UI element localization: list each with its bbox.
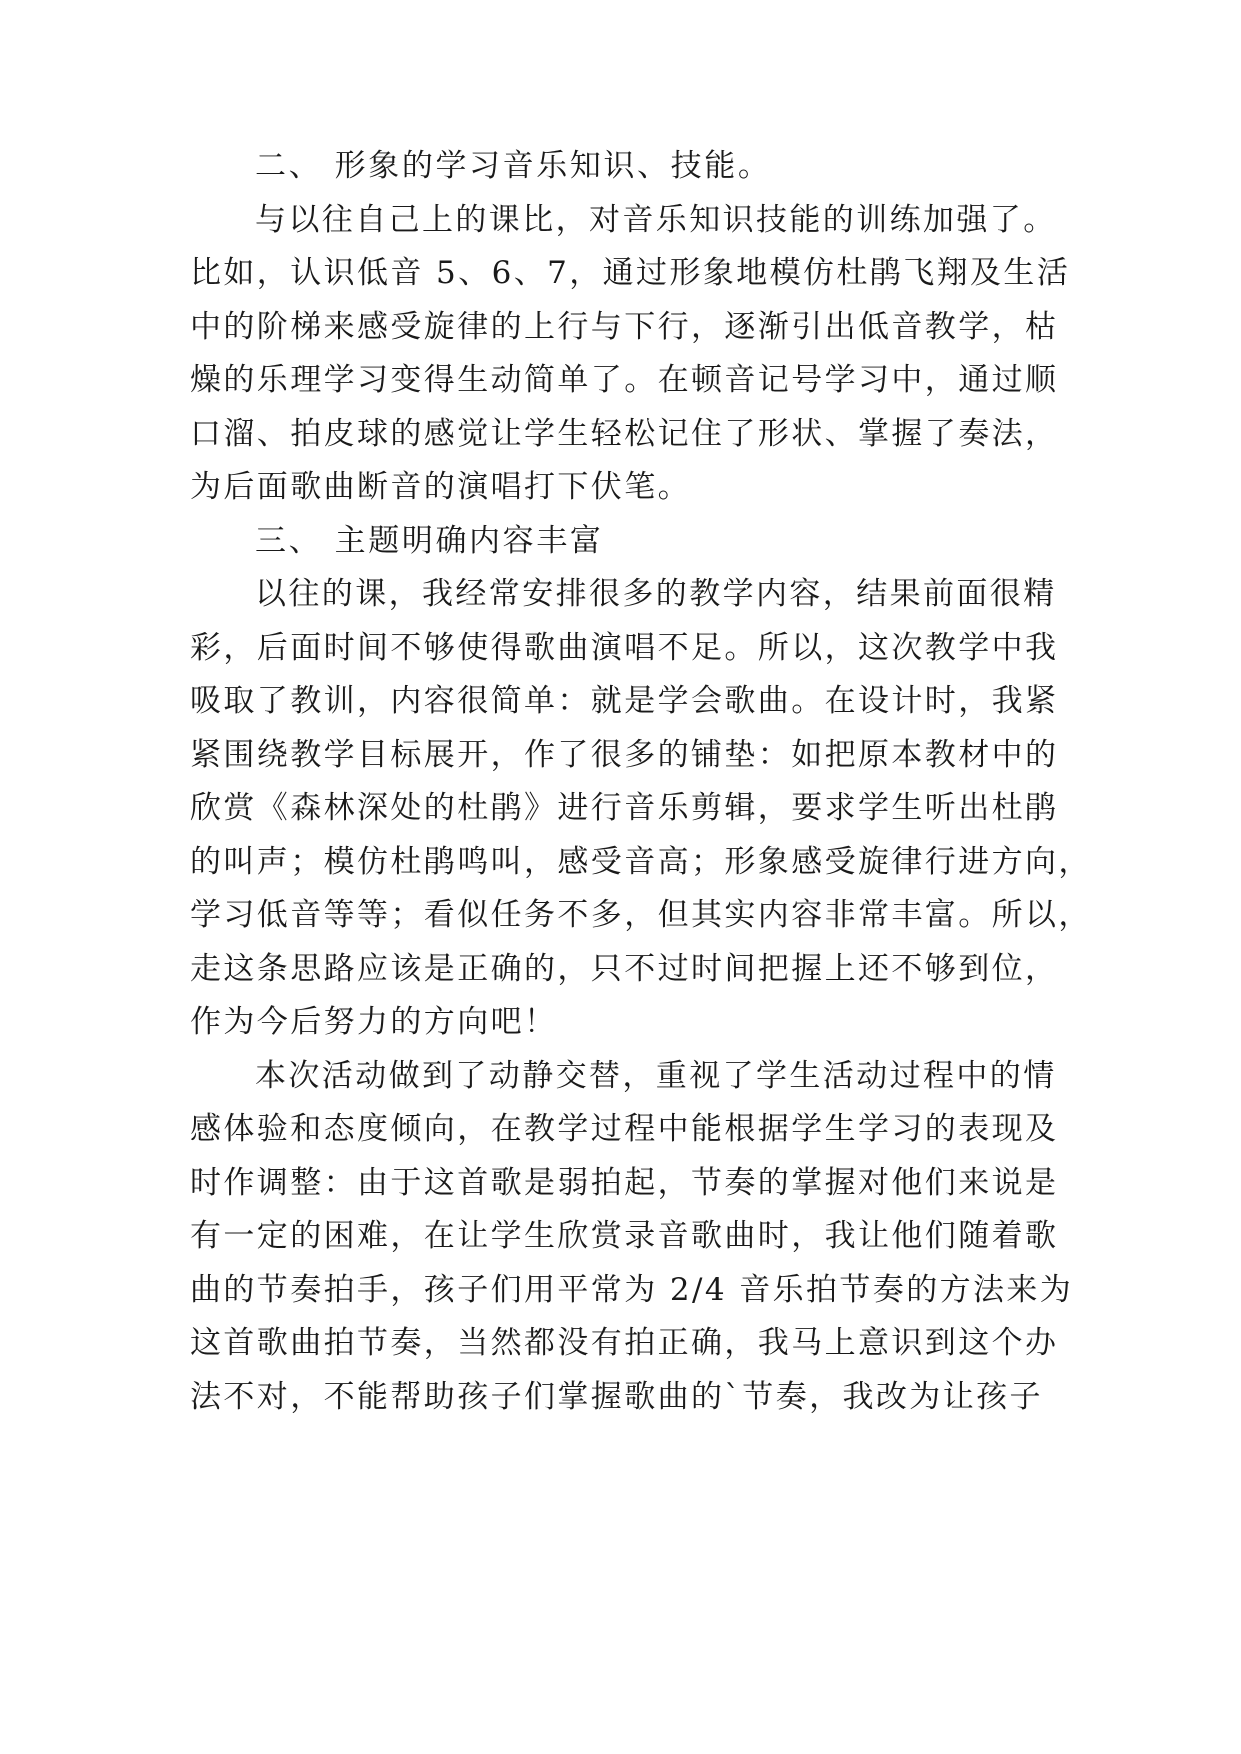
paragraph-line: 欣赏《森林深处的杜鹃》进行音乐剪辑，要求学生听出杜鹃 xyxy=(190,790,1059,826)
paragraph-line: 的叫声；模仿杜鹃鸣叫，感受音高；形象感受旋律行进方向， xyxy=(190,844,1092,880)
paragraph-line: 紧围绕教学目标展开，作了很多的铺垫：如把原本教材中的 xyxy=(190,737,1059,773)
section-heading-3: 三、 主题明确内容丰富 xyxy=(255,523,604,559)
section-heading-2: 二、 形象的学习音乐知识、技能。 xyxy=(255,148,772,184)
paragraph-line: 作为今后努力的方向吧！ xyxy=(190,1004,558,1040)
paragraph-line: 曲的节奏拍手，孩子们用平常为 2/4 音乐拍节奏的方法来为 xyxy=(190,1272,1074,1308)
paragraph-line: 与以往自己上的课比，对音乐知识技能的训练加强了。 xyxy=(255,202,1057,238)
paragraph-line: 中的阶梯来感受旋律的上行与下行，逐渐引出低音教学，枯 xyxy=(190,309,1059,345)
paragraph-line: 比如，认识低音 5、6、7，通过形象地模仿杜鹃飞翔及生活 xyxy=(190,255,1071,291)
paragraph-line: 口溜、拍皮球的感觉让学生轻松记住了形状、掌握了奏法， xyxy=(190,416,1059,452)
paragraph-line: 彩，后面时间不够使得歌曲演唱不足。所以，这次教学中我 xyxy=(190,630,1059,666)
paragraph-line: 本次活动做到了动静交替，重视了学生活动过程中的情 xyxy=(255,1058,1057,1094)
paragraph-line: 为后面歌曲断音的演唱打下伏笔。 xyxy=(190,469,691,505)
paragraph-line: 吸取了教训，内容很简单：就是学会歌曲。在设计时，我紧 xyxy=(190,683,1059,719)
paragraph-line: 这首歌曲拍节奏，当然都没有拍正确，我马上意识到这个办 xyxy=(190,1325,1059,1361)
paragraph-line: 以往的课，我经常安排很多的教学内容，结果前面很精 xyxy=(255,576,1057,612)
paragraph-line: 时作调整：由于这首歌是弱拍起，节奏的掌握对他们来说是 xyxy=(190,1165,1059,1201)
paragraph-line: 学习低音等等；看似任务不多，但其实内容非常丰富。所以， xyxy=(190,897,1092,933)
paragraph-line: 有一定的困难，在让学生欣赏录音歌曲时，我让他们随着歌 xyxy=(190,1218,1059,1254)
paragraph-line: 感体验和态度倾向，在教学过程中能根据学生学习的表现及 xyxy=(190,1111,1059,1147)
paragraph-line: 法不对，不能帮助孩子们掌握歌曲的`节奏，我改为让孩子 xyxy=(190,1379,1043,1415)
paragraph-line: 走这条思路应该是正确的，只不过时间把握上还不够到位， xyxy=(190,951,1059,987)
paragraph-line: 燥的乐理学习变得生动简单了。在顿音记号学习中，通过顺 xyxy=(190,362,1059,398)
